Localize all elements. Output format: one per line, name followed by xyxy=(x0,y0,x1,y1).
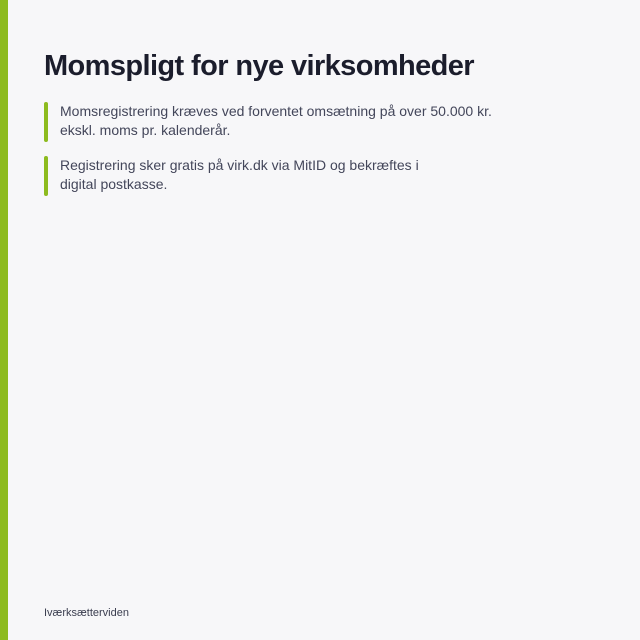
point-accent-marker xyxy=(44,156,48,196)
point-text-line: Momsregistrering kræves ved forventet omsætning på over 50.000 kr. xyxy=(60,103,492,119)
point-text-line: digital postkasse. xyxy=(60,176,168,192)
left-accent-bar xyxy=(0,0,8,640)
key-points-list xyxy=(44,102,504,210)
key-point xyxy=(44,156,504,194)
point-accent-marker xyxy=(44,102,48,142)
footer-brand: Iværksætterviden xyxy=(44,607,129,619)
point-text-line: ekskl. moms pr. kalenderår. xyxy=(60,122,231,138)
page-title: Momspligt for nye virksomheder xyxy=(44,50,474,82)
point-text-line: Registrering sker gratis på virk.dk via MitID og bekræftes i xyxy=(60,157,419,173)
key-point xyxy=(44,102,504,140)
